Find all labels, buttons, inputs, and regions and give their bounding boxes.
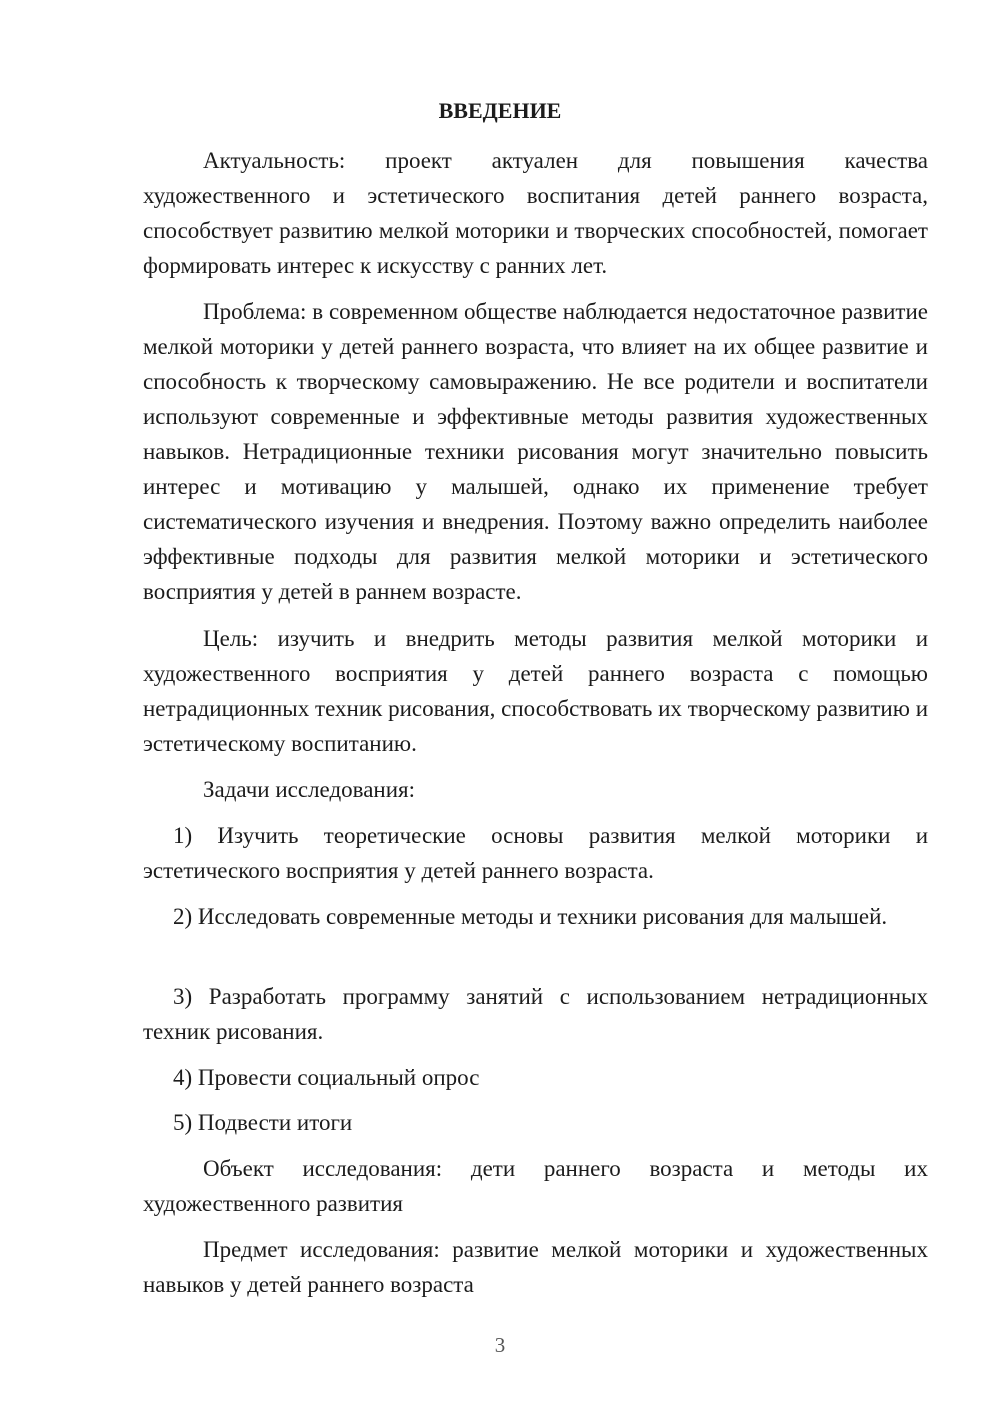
subject-paragraph: Предмет исследования: развитие мелкой моторики и художественных навыков у детей раннего возраста	[143, 1237, 928, 1297]
goal-paragraph: Цель: изучить и внедрить методы развития мелкой моторики и художественного восприятия у детей раннего возраста с помощью нетрадиционных техник рисования, способствовать их творческому развитию и эстетическому воспитанию.	[143, 626, 928, 756]
page-title: ВВЕДЕНИЕ	[438, 98, 562, 123]
relevance-paragraph: Актуальность: проект актуален для повышения качества художественного и эстетического воспитания детей раннего возраста, способствует развитию мелкой моторики и творческих способностей, помогает формировать интерес к искусству с ранних лет.	[143, 148, 928, 278]
task-item-3: 3) Разработать программу занятий с использованием нетрадиционных техник рисования.	[143, 984, 928, 1044]
tasks-heading: Задачи исследования:	[203, 777, 416, 802]
task-item-5: 5) Подвести итоги	[173, 1110, 353, 1135]
object-paragraph: Объект исследования: дети раннего возраста и методы их художественного развития	[143, 1156, 928, 1216]
task-item-2: 2) Исследовать современные методы и техники рисования для малышей.	[173, 904, 888, 929]
problem-paragraph: Проблема: в современном обществе наблюдается недостаточное развитие мелкой моторики у детей раннего возраста, что влияет на их общее развитие и способность к творческому самовыражению. Не все родители и воспитатели используют современные и эффективные методы развития художественных навыков. Нетрадиционные техники рисования могут значительно повысить интерес и мотивацию у малышей, однако их применение требует систематического изучения и внедрения. Поэтому важно определить наиболее эффективные подходы для развития мелкой моторики и эстетического восприятия у детей в раннем возрасте.	[143, 299, 928, 604]
page-number: 3	[494, 1333, 506, 1357]
task-item-1: 1) Изучить теоретические основы развития мелкой моторики и эстетического восприятия у детей раннего возраста.	[143, 823, 928, 883]
task-item-4: 4) Провести социальный опрос	[173, 1065, 480, 1090]
